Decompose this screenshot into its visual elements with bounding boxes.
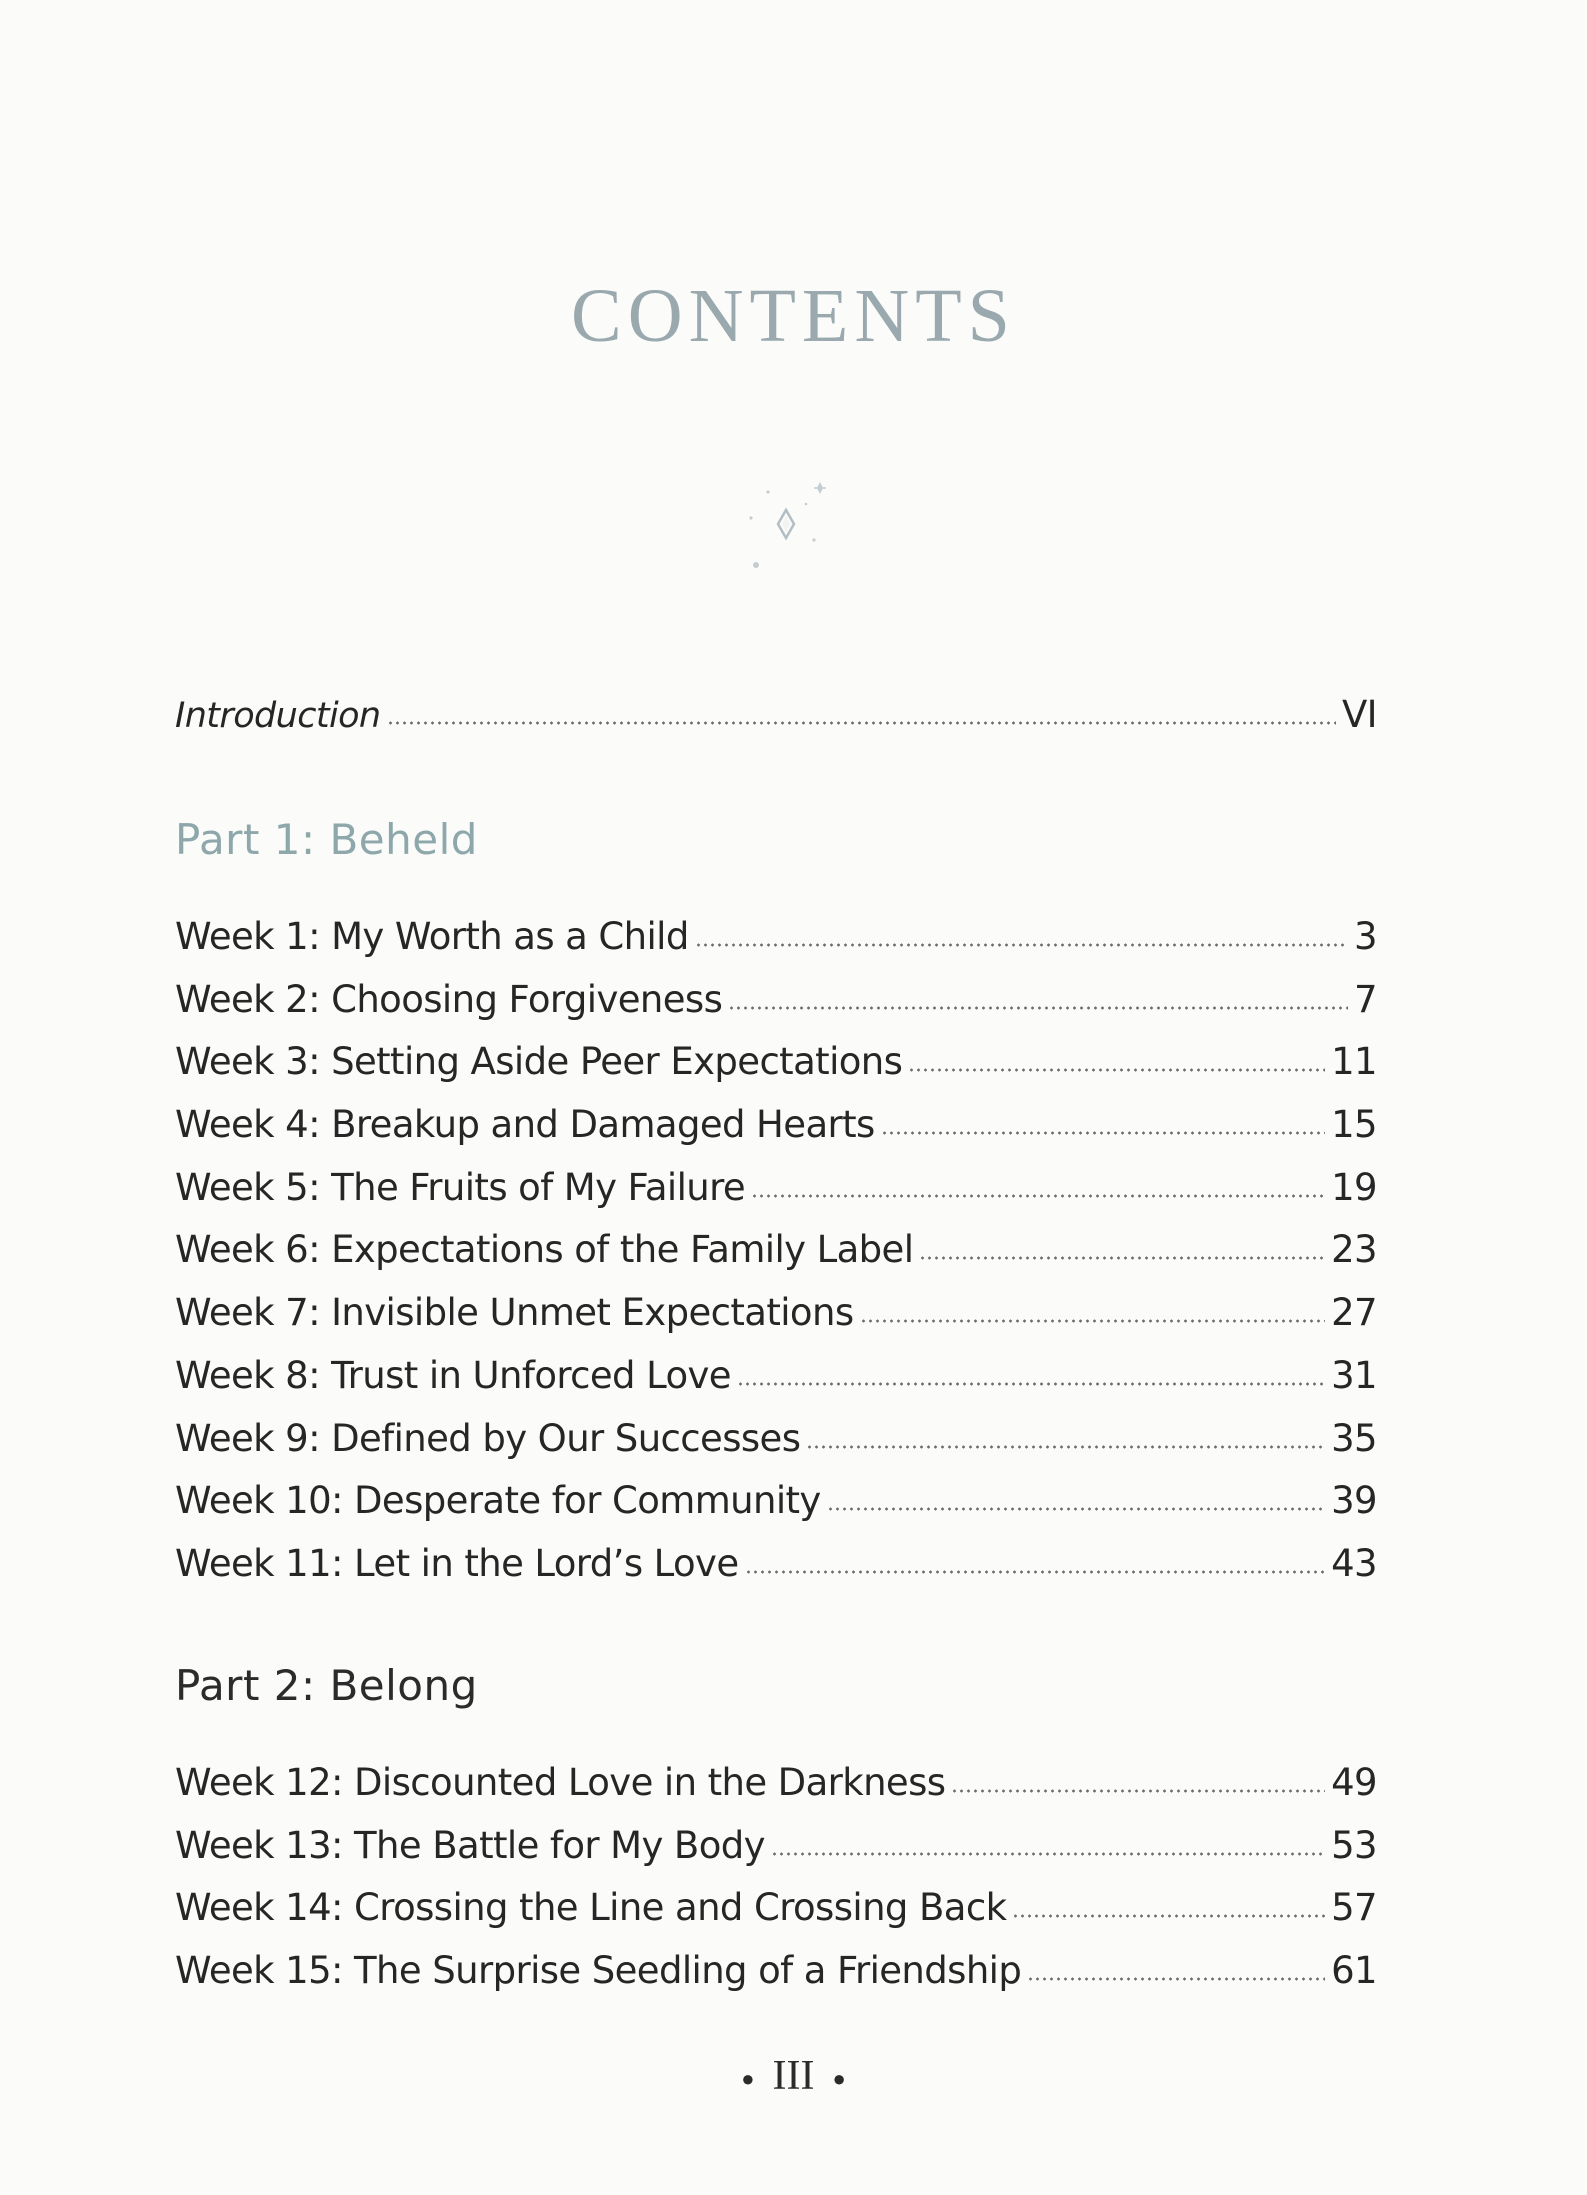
- dot-leader: [751, 1194, 1325, 1198]
- entry-title: Week 8: Trust in Unforced Love: [175, 1353, 731, 1397]
- toc-entry[interactable]: [175, 1094, 1377, 1157]
- page-number: 19: [1331, 1165, 1377, 1209]
- entry-title: Week 4: Breakup and Damaged Hearts: [175, 1103, 875, 1147]
- page-number: 53: [1331, 1823, 1377, 1867]
- toc-entry-introduction[interactable]: [175, 684, 1377, 747]
- toc-entry[interactable]: [175, 1752, 1377, 1815]
- page-number: VI: [1341, 693, 1377, 736]
- toc-entry[interactable]: [175, 1219, 1377, 1282]
- toc-entry[interactable]: [175, 906, 1377, 969]
- dot-leader: [771, 1852, 1325, 1856]
- entry-title: Week 14: Crossing the Line and Crossing Back: [175, 1886, 1007, 1930]
- dot-leader: [860, 1319, 1326, 1323]
- dot-leader: [745, 1570, 1326, 1574]
- toc-entry[interactable]: [175, 1345, 1377, 1408]
- dot-leader: [695, 943, 1348, 947]
- part-1-heading: Part 1: Beheld: [175, 815, 478, 864]
- dot-leader: [387, 721, 1336, 725]
- bullet-icon: ●: [832, 2066, 846, 2092]
- page-number: 35: [1331, 1416, 1377, 1460]
- toc-entry[interactable]: [175, 1282, 1377, 1345]
- toc-entry[interactable]: [175, 1533, 1377, 1596]
- part-2-entries: [175, 1752, 1377, 2003]
- toc-entry[interactable]: [175, 1470, 1377, 1533]
- dot-leader: [737, 1382, 1325, 1386]
- page-number: 27: [1331, 1291, 1377, 1335]
- page-number: 57: [1331, 1886, 1377, 1930]
- dot-leader: [827, 1507, 1325, 1511]
- entry-title: Week 7: Invisible Unmet Expectations: [175, 1291, 854, 1335]
- entry-title: Week 2: Choosing Forgiveness: [175, 977, 723, 1021]
- sparkle-diamond-icon: [716, 460, 856, 600]
- part-2-heading: Part 2: Belong: [175, 1661, 478, 1710]
- page-title: CONTENTS: [571, 274, 1016, 358]
- toc-entry[interactable]: [175, 1940, 1377, 2003]
- dot-leader: [806, 1445, 1325, 1449]
- toc-entry[interactable]: [175, 1815, 1377, 1878]
- dot-leader: [1027, 1977, 1325, 1981]
- entry-title: Week 5: The Fruits of My Failure: [175, 1165, 746, 1209]
- entry-title: Week 10: Desperate for Community: [175, 1479, 821, 1523]
- entry-title: Introduction: [175, 696, 381, 736]
- page-number: 43: [1331, 1541, 1377, 1585]
- entry-title: Week 3: Setting Aside Peer Expectations: [175, 1040, 903, 1084]
- toc-entry[interactable]: [175, 1157, 1377, 1220]
- page-number: 11: [1331, 1040, 1377, 1084]
- page-number: 3: [1354, 915, 1377, 958]
- entry-title: Week 12: Discounted Love in the Darkness: [175, 1761, 946, 1804]
- page-number: 31: [1331, 1353, 1377, 1397]
- part-1-entries: [175, 906, 1377, 1596]
- toc-entry[interactable]: [175, 969, 1377, 1032]
- toc-entry[interactable]: [175, 1408, 1377, 1471]
- entry-title: Week 6: Expectations of the Family Label: [175, 1228, 914, 1272]
- page-number: 7: [1354, 977, 1377, 1021]
- dot-leader: [908, 1068, 1325, 1072]
- entry-title: Week 1: My Worth as a Child: [175, 915, 689, 958]
- page-number: 23: [1331, 1228, 1377, 1272]
- entry-title: Week 13: The Battle for My Body: [175, 1823, 765, 1867]
- page-folio: [0, 2052, 1587, 2100]
- toc-entry[interactable]: [175, 1031, 1377, 1094]
- page-number: 49: [1331, 1761, 1377, 1804]
- entry-title: Week 15: The Surprise Seedling of a Friendship: [175, 1949, 1022, 1993]
- entry-title: Week 11: Let in the Lord’s Love: [175, 1541, 739, 1585]
- toc-introduction: [175, 684, 1377, 747]
- dot-leader: [1012, 1914, 1325, 1918]
- bullet-icon: ●: [741, 2066, 755, 2092]
- page-number: 61: [1331, 1949, 1377, 1993]
- dot-leader: [881, 1131, 1325, 1135]
- dot-leader: [919, 1256, 1325, 1260]
- page-number: 39: [1331, 1479, 1377, 1523]
- toc-entry[interactable]: [175, 1877, 1377, 1940]
- folio-number: III: [772, 2053, 815, 2099]
- page-number: 15: [1331, 1103, 1377, 1147]
- dot-leader: [728, 1006, 1348, 1010]
- entry-title: Week 9: Defined by Our Successes: [175, 1416, 801, 1460]
- dot-leader: [951, 1789, 1325, 1793]
